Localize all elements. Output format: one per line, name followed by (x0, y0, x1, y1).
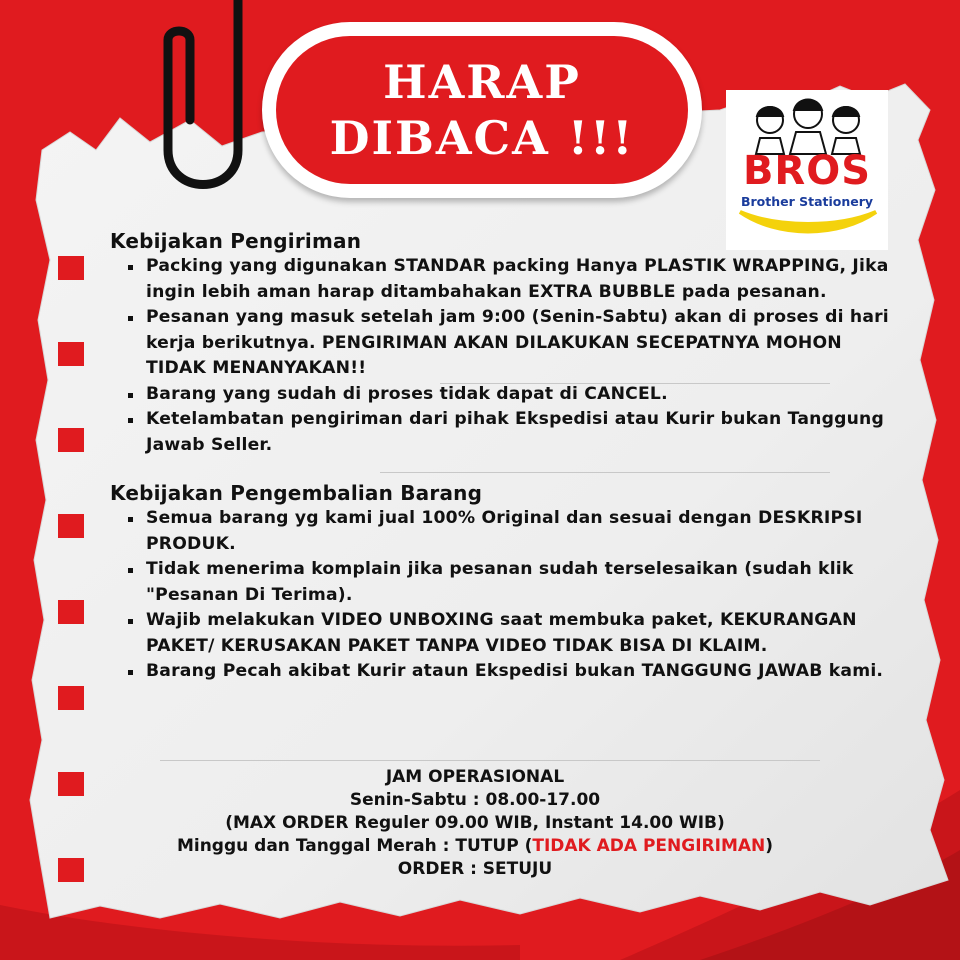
sunday-prefix: Minggu dan Tanggal Merah : TUTUP ( (176, 836, 533, 856)
section-gap (110, 458, 900, 480)
binder-tab (58, 514, 84, 538)
list-item: Tidak menerima komplain jika pesanan sudah terselesaikan (sudah klik "Pesanan Di Terima). (126, 557, 900, 608)
max-order-line: (MAX ORDER Reguler 09.00 WIB, Instant 14.00 WIB) (225, 813, 725, 833)
paperclip-icon (150, 0, 250, 205)
header-title-line1: HARAP (383, 55, 581, 109)
binder-tab (58, 600, 84, 624)
shipping-policy-list (110, 254, 900, 458)
operational-hours (110, 766, 840, 881)
logo-faces-icon (746, 96, 870, 156)
policy-content (110, 228, 900, 685)
binder-tab (58, 256, 84, 280)
binder-tab (58, 858, 84, 882)
binder-tab (58, 428, 84, 452)
order-note: ORDER : SETUJU (397, 859, 553, 879)
header-title-line2: DIBACA !!! (329, 111, 635, 165)
list-item: Barang yang sudah di proses tidak dapat di CANCEL. (126, 382, 900, 408)
list-item: Packing yang digunakan STANDAR packing Hanya PLASTIK WRAPPING, Jika ingin lebih aman harap ditambahakan EXTRA BUBBLE pada pesanan. (126, 254, 900, 305)
header-banner-inner (276, 36, 688, 184)
operational-title: JAM OPERASIONAL (385, 767, 565, 787)
binder-tab (58, 342, 84, 366)
binder-tab (58, 686, 84, 710)
header-banner (262, 22, 702, 198)
logo-subtitle: Brother Stationery (740, 194, 874, 209)
shipping-policy-title: Kebijakan Pengiriman (110, 229, 362, 253)
sunday-suffix: ) (765, 836, 774, 856)
list-item: Barang Pecah akibat Kurir ataun Ekspedisi bukan TANGGUNG JAWAB kami. (126, 659, 900, 685)
separator-line (160, 760, 820, 761)
sunday-closed-line (110, 835, 840, 858)
operational-hours-line: Senin-Sabtu : 08.00-17.00 (349, 790, 601, 810)
list-item: Semua barang yg kami jual 100% Original dan sesuai dengan DESKRIPSI PRODUK. (126, 506, 900, 557)
return-policy-list (110, 506, 900, 685)
list-item: Pesanan yang masuk setelah jam 9:00 (Senin-Sabtu) akan di proses di hari kerja berikutnya. PENGIRIMAN AKAN DILAKUKAN SECEPATNYA MOHON TIDAK MENANYAKAN!! (126, 305, 900, 382)
brand-logo (726, 90, 888, 250)
return-policy-title: Kebijakan Pengembalian Barang (110, 481, 483, 505)
no-shipping-highlight: TIDAK ADA PENGIRIMAN (532, 836, 766, 856)
logo-name: BROS (742, 148, 872, 194)
list-item: Ketelambatan pengiriman dari pihak Ekspedisi atau Kurir bukan Tanggung Jawab Seller. (126, 407, 900, 458)
list-item: Wajib melakukan VIDEO UNBOXING saat membuka paket, KEKURANGAN PAKET/ KERUSAKAN PAKET TANPA VIDEO TIDAK BISA DI KLAIM. (126, 608, 900, 659)
binder-tab (58, 772, 84, 796)
